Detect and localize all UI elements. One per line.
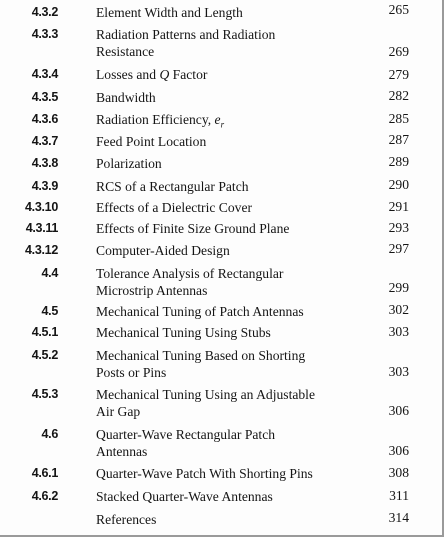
page-number: 303 <box>388 324 409 339</box>
section-title-line: Mechanical Tuning Based on Shorting <box>96 348 306 363</box>
page-number: 287 <box>388 132 409 147</box>
section-number: 4.5.1 <box>31 325 58 339</box>
section-title <box>96 347 328 381</box>
section-title <box>96 89 328 106</box>
section-title-line: Computer-Aided Design <box>96 243 230 258</box>
page-number: 297 <box>388 241 409 256</box>
section-title-line: Quarter-Wave Patch With Shorting Pins <box>96 466 313 481</box>
page-number: 299 <box>388 280 409 295</box>
page-number: 269 <box>388 44 409 59</box>
section-number: 4.3.11 <box>25 221 58 235</box>
page-number: 314 <box>388 510 409 525</box>
page-number: 282 <box>388 88 409 103</box>
section-title-line: Microstrip Antennas <box>96 283 208 298</box>
section-number: 4.5 <box>41 304 58 318</box>
section-title <box>96 242 328 259</box>
section-number: 4.3.3 <box>31 27 58 41</box>
page-number: 311 <box>389 488 409 503</box>
section-title <box>96 303 328 320</box>
page-number: 265 <box>388 2 409 17</box>
page-number: 291 <box>388 199 409 214</box>
section-title-line: Element Width and Length <box>96 5 243 20</box>
section-title <box>96 465 328 482</box>
section-title-line: References <box>96 512 157 527</box>
section-title-line: Losses and Q Factor <box>96 67 208 82</box>
section-title-line: Feed Point Location <box>96 134 207 149</box>
section-title-line: Air Gap <box>96 404 141 419</box>
section-title-line: Antennas <box>96 444 148 459</box>
section-title <box>96 324 328 341</box>
section-title <box>96 199 328 216</box>
section-number: 4.3.6 <box>31 112 58 126</box>
page-number: 289 <box>388 154 409 169</box>
section-title <box>96 220 328 237</box>
section-title-line: Stacked Quarter-Wave Antennas <box>96 489 273 504</box>
section-title-line: Bandwidth <box>96 90 156 105</box>
section-title <box>96 133 328 150</box>
section-title-line: Tolerance Analysis of Rectangular <box>96 266 284 281</box>
section-title <box>96 155 328 172</box>
page-number: 290 <box>388 177 409 192</box>
section-title <box>96 66 328 83</box>
section-title-line: Polarization <box>96 156 162 171</box>
section-title <box>96 178 328 195</box>
page-number: 308 <box>388 465 409 480</box>
section-title-line: RCS of a Rectangular Patch <box>96 179 249 194</box>
section-title-line: Mechanical Tuning of Patch Antennas <box>96 304 304 319</box>
section-number: 4.3.9 <box>31 179 58 193</box>
page-number: 279 <box>388 67 409 82</box>
section-title-line: Effects of a Dielectric Cover <box>96 200 253 215</box>
section-title-line: Quarter-Wave Rectangular Patch <box>96 427 276 442</box>
section-title-line: Mechanical Tuning Using Stubs <box>96 325 271 340</box>
page-number: 293 <box>388 220 409 235</box>
page-number: 302 <box>388 302 409 317</box>
section-number: 4.3.7 <box>31 134 58 148</box>
section-title-line: Radiation Patterns and Radiation <box>96 27 276 42</box>
section-title <box>96 111 328 134</box>
section-number: 4.5.3 <box>31 387 58 401</box>
section-number: 4.3.8 <box>31 156 58 170</box>
section-number: 4.3.2 <box>31 5 58 19</box>
section-title <box>96 4 328 21</box>
section-title-line: Effects of Finite Size Ground Plane <box>96 221 290 236</box>
section-title <box>96 26 328 60</box>
section-title <box>96 511 328 528</box>
section-title-line: Radiation Efficiency, $e_r$ <box>96 112 225 130</box>
section-number: 4.4 <box>41 266 58 280</box>
section-number: 4.3.4 <box>31 67 58 81</box>
page-number: 285 <box>388 111 409 126</box>
section-number: 4.3.10 <box>25 200 58 214</box>
page-number: 306 <box>388 403 409 418</box>
section-number: 4.6 <box>41 427 58 441</box>
section-title <box>96 386 328 420</box>
section-number: 4.3.5 <box>31 90 58 104</box>
section-title <box>96 265 328 299</box>
section-title-line: Resistance <box>96 44 155 59</box>
section-number: 4.6.2 <box>31 489 58 503</box>
section-title-line: Posts or Pins <box>96 365 167 380</box>
section-number: 4.5.2 <box>31 348 58 362</box>
section-number: 4.6.1 <box>31 466 58 480</box>
section-number: 4.3.12 <box>25 243 58 257</box>
section-title-line: Mechanical Tuning Using an Adjustable <box>96 387 315 402</box>
section-title <box>96 426 328 460</box>
page-number: 306 <box>388 443 409 458</box>
page-number: 303 <box>388 364 409 379</box>
section-title <box>96 488 328 505</box>
